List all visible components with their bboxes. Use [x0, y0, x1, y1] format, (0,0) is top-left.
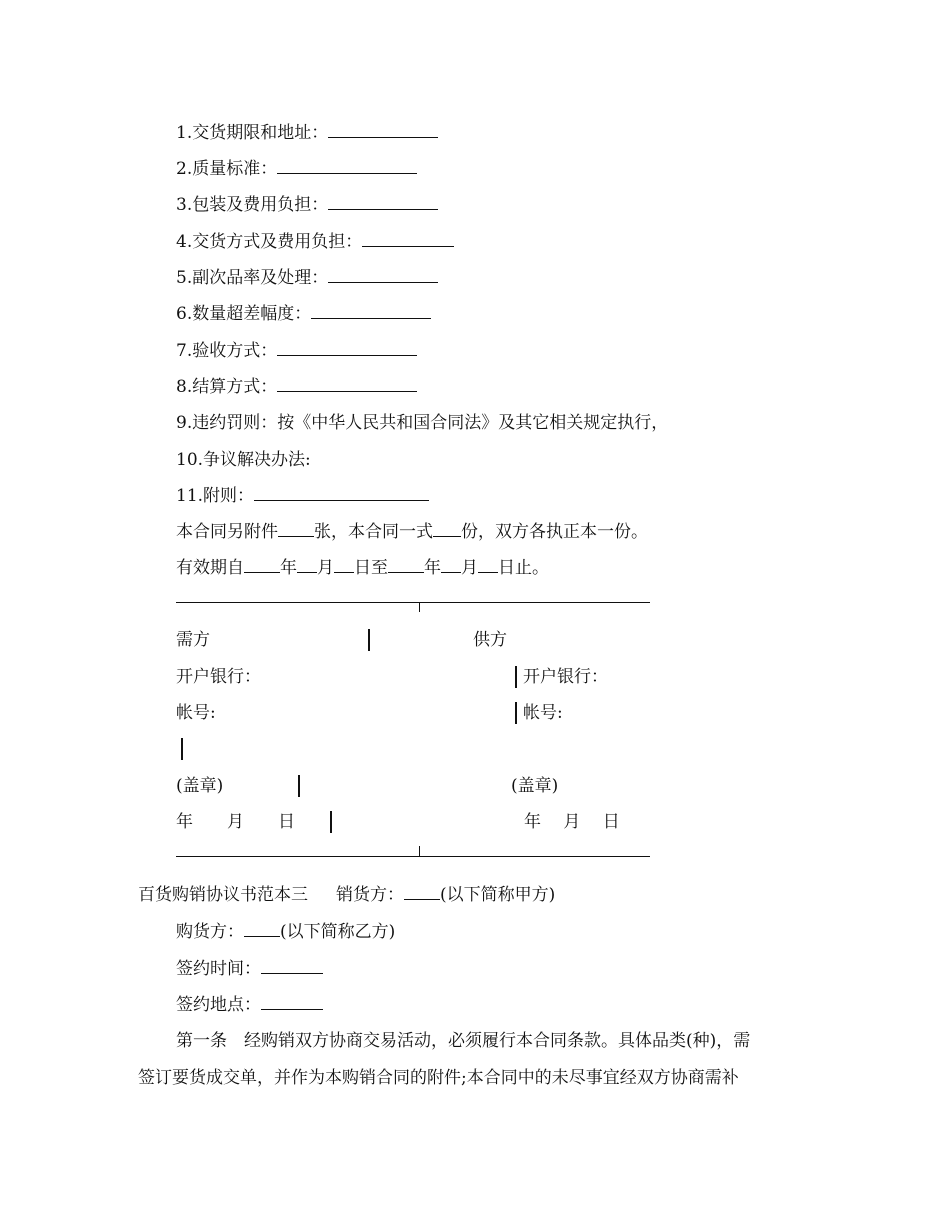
validity-end: 日止。 [498, 558, 549, 578]
clause-4-label: 4.交货方式及费用负担： [176, 232, 363, 252]
clause-8-blank[interactable] [277, 376, 417, 392]
clause-1 [176, 122, 438, 144]
validity-day: 日至 [354, 558, 388, 578]
column-divider-5 [298, 775, 300, 797]
clause-11 [176, 485, 429, 507]
sign-place-blank[interactable] [261, 994, 323, 1010]
signature-bottom-rule [176, 856, 650, 857]
validity-month-2: 月 [461, 558, 478, 578]
clause-7-blank[interactable] [277, 340, 417, 356]
buyer-line [176, 921, 395, 943]
validity-year: 年 [280, 558, 297, 578]
column-divider-1 [368, 629, 370, 651]
validity-line [176, 557, 549, 579]
clause-8 [176, 376, 417, 398]
seller-bank-label: 开户银行： [523, 667, 608, 687]
clause-6-blank[interactable] [311, 303, 431, 319]
buyer-name-blank[interactable] [244, 921, 280, 937]
attachment-count-blank[interactable] [278, 521, 314, 537]
clause-10 [176, 449, 311, 471]
clause-2 [176, 158, 417, 180]
validity-month: 月 [317, 558, 334, 578]
seller-name-blank[interactable] [404, 884, 440, 900]
sample3-heading [138, 884, 555, 906]
clause-6-label: 6.数量超差幅度： [176, 304, 312, 324]
sign-time-blank[interactable] [261, 958, 323, 974]
end-month-blank[interactable] [441, 557, 461, 573]
column-divider-2 [515, 666, 517, 688]
clause-9 [176, 412, 668, 434]
seller-suffix: (以下简称甲方) [440, 885, 556, 905]
end-year-blank[interactable] [388, 557, 424, 573]
clause-10-label: 10.争议解决办法: [176, 450, 311, 470]
signature-bottom-divider [419, 846, 420, 856]
clause-4 [176, 231, 454, 253]
clause-2-blank[interactable] [277, 158, 417, 174]
seller-date: 年 月 日 [524, 812, 620, 832]
signature-top-divider [419, 602, 420, 612]
start-year-blank[interactable] [244, 557, 280, 573]
clause-9-label: 9.违约罚则：按《中华人民共和国合同法》及其它相关规定执行， [176, 413, 669, 433]
start-day-blank[interactable] [334, 557, 354, 573]
clause-1-blank[interactable] [328, 122, 438, 138]
seller-seal: (盖章) [511, 776, 559, 796]
validity-year-2: 年 [424, 558, 441, 578]
sign-place-label: 签约地点： [176, 995, 261, 1015]
buyer-suffix: (以下简称乙方) [280, 922, 396, 942]
end-day-blank[interactable] [478, 557, 498, 573]
clause-5 [176, 267, 438, 289]
article-1-line-1: 第一条 经购销双方协商交易活动，必须履行本合同条款。具体品类(种)，需 [176, 1031, 751, 1051]
clause-6 [176, 303, 431, 325]
clause-3-blank[interactable] [328, 194, 438, 210]
copy-count-blank[interactable] [433, 521, 461, 537]
article-1-line-2: 签订要货成交单，并作为本购销合同的附件;本合同中的未尽事宜经双方协商需补 [138, 1068, 739, 1088]
clause-5-blank[interactable] [328, 267, 438, 283]
signature-top-rule [176, 602, 650, 603]
sign-time-label: 签约时间： [176, 959, 261, 979]
buyer-heading: 需方 [176, 630, 210, 650]
clause-3-label: 3.包装及费用负担： [176, 195, 329, 215]
copies-text-3: 份，双方各执正本一份。 [461, 522, 648, 542]
buyer-seal: (盖章) [176, 776, 224, 796]
buyer-date: 年 月 日 [176, 812, 295, 832]
clause-5-label: 5.副次品率及处理： [176, 268, 329, 288]
seller-label: 销货方： [336, 885, 404, 905]
buyer-bank-label: 开户银行： [176, 667, 261, 687]
copies-line [176, 521, 648, 543]
sign-time-line [176, 958, 323, 980]
clause-2-label: 2.质量标准： [176, 159, 278, 179]
seller-account-label: 帐号: [523, 703, 563, 723]
validity-text-1: 有效期自 [176, 558, 244, 578]
buyer-account-label: 帐号: [176, 703, 216, 723]
clause-3 [176, 194, 438, 216]
sample3-title: 百货购销协议书范本三 [138, 885, 308, 905]
clause-7-label: 7.验收方式： [176, 341, 278, 361]
clause-11-label: 11.附则： [176, 486, 255, 506]
clause-4-blank[interactable] [362, 231, 454, 247]
column-divider-3 [515, 702, 517, 724]
column-divider-4 [181, 738, 183, 760]
column-divider-6 [330, 811, 332, 833]
seller-heading: 供方 [473, 630, 507, 650]
start-month-blank[interactable] [297, 557, 317, 573]
clause-7 [176, 340, 417, 362]
clause-1-label: 1.交货期限和地址： [176, 123, 329, 143]
buyer-label: 购货方： [176, 922, 244, 942]
copies-text-1: 本合同另附件 [176, 522, 278, 542]
clause-8-label: 8.结算方式： [176, 377, 278, 397]
copies-text-2: 张，本合同一式 [314, 522, 433, 542]
sign-place-line [176, 994, 323, 1016]
clause-11-blank[interactable] [254, 485, 429, 501]
